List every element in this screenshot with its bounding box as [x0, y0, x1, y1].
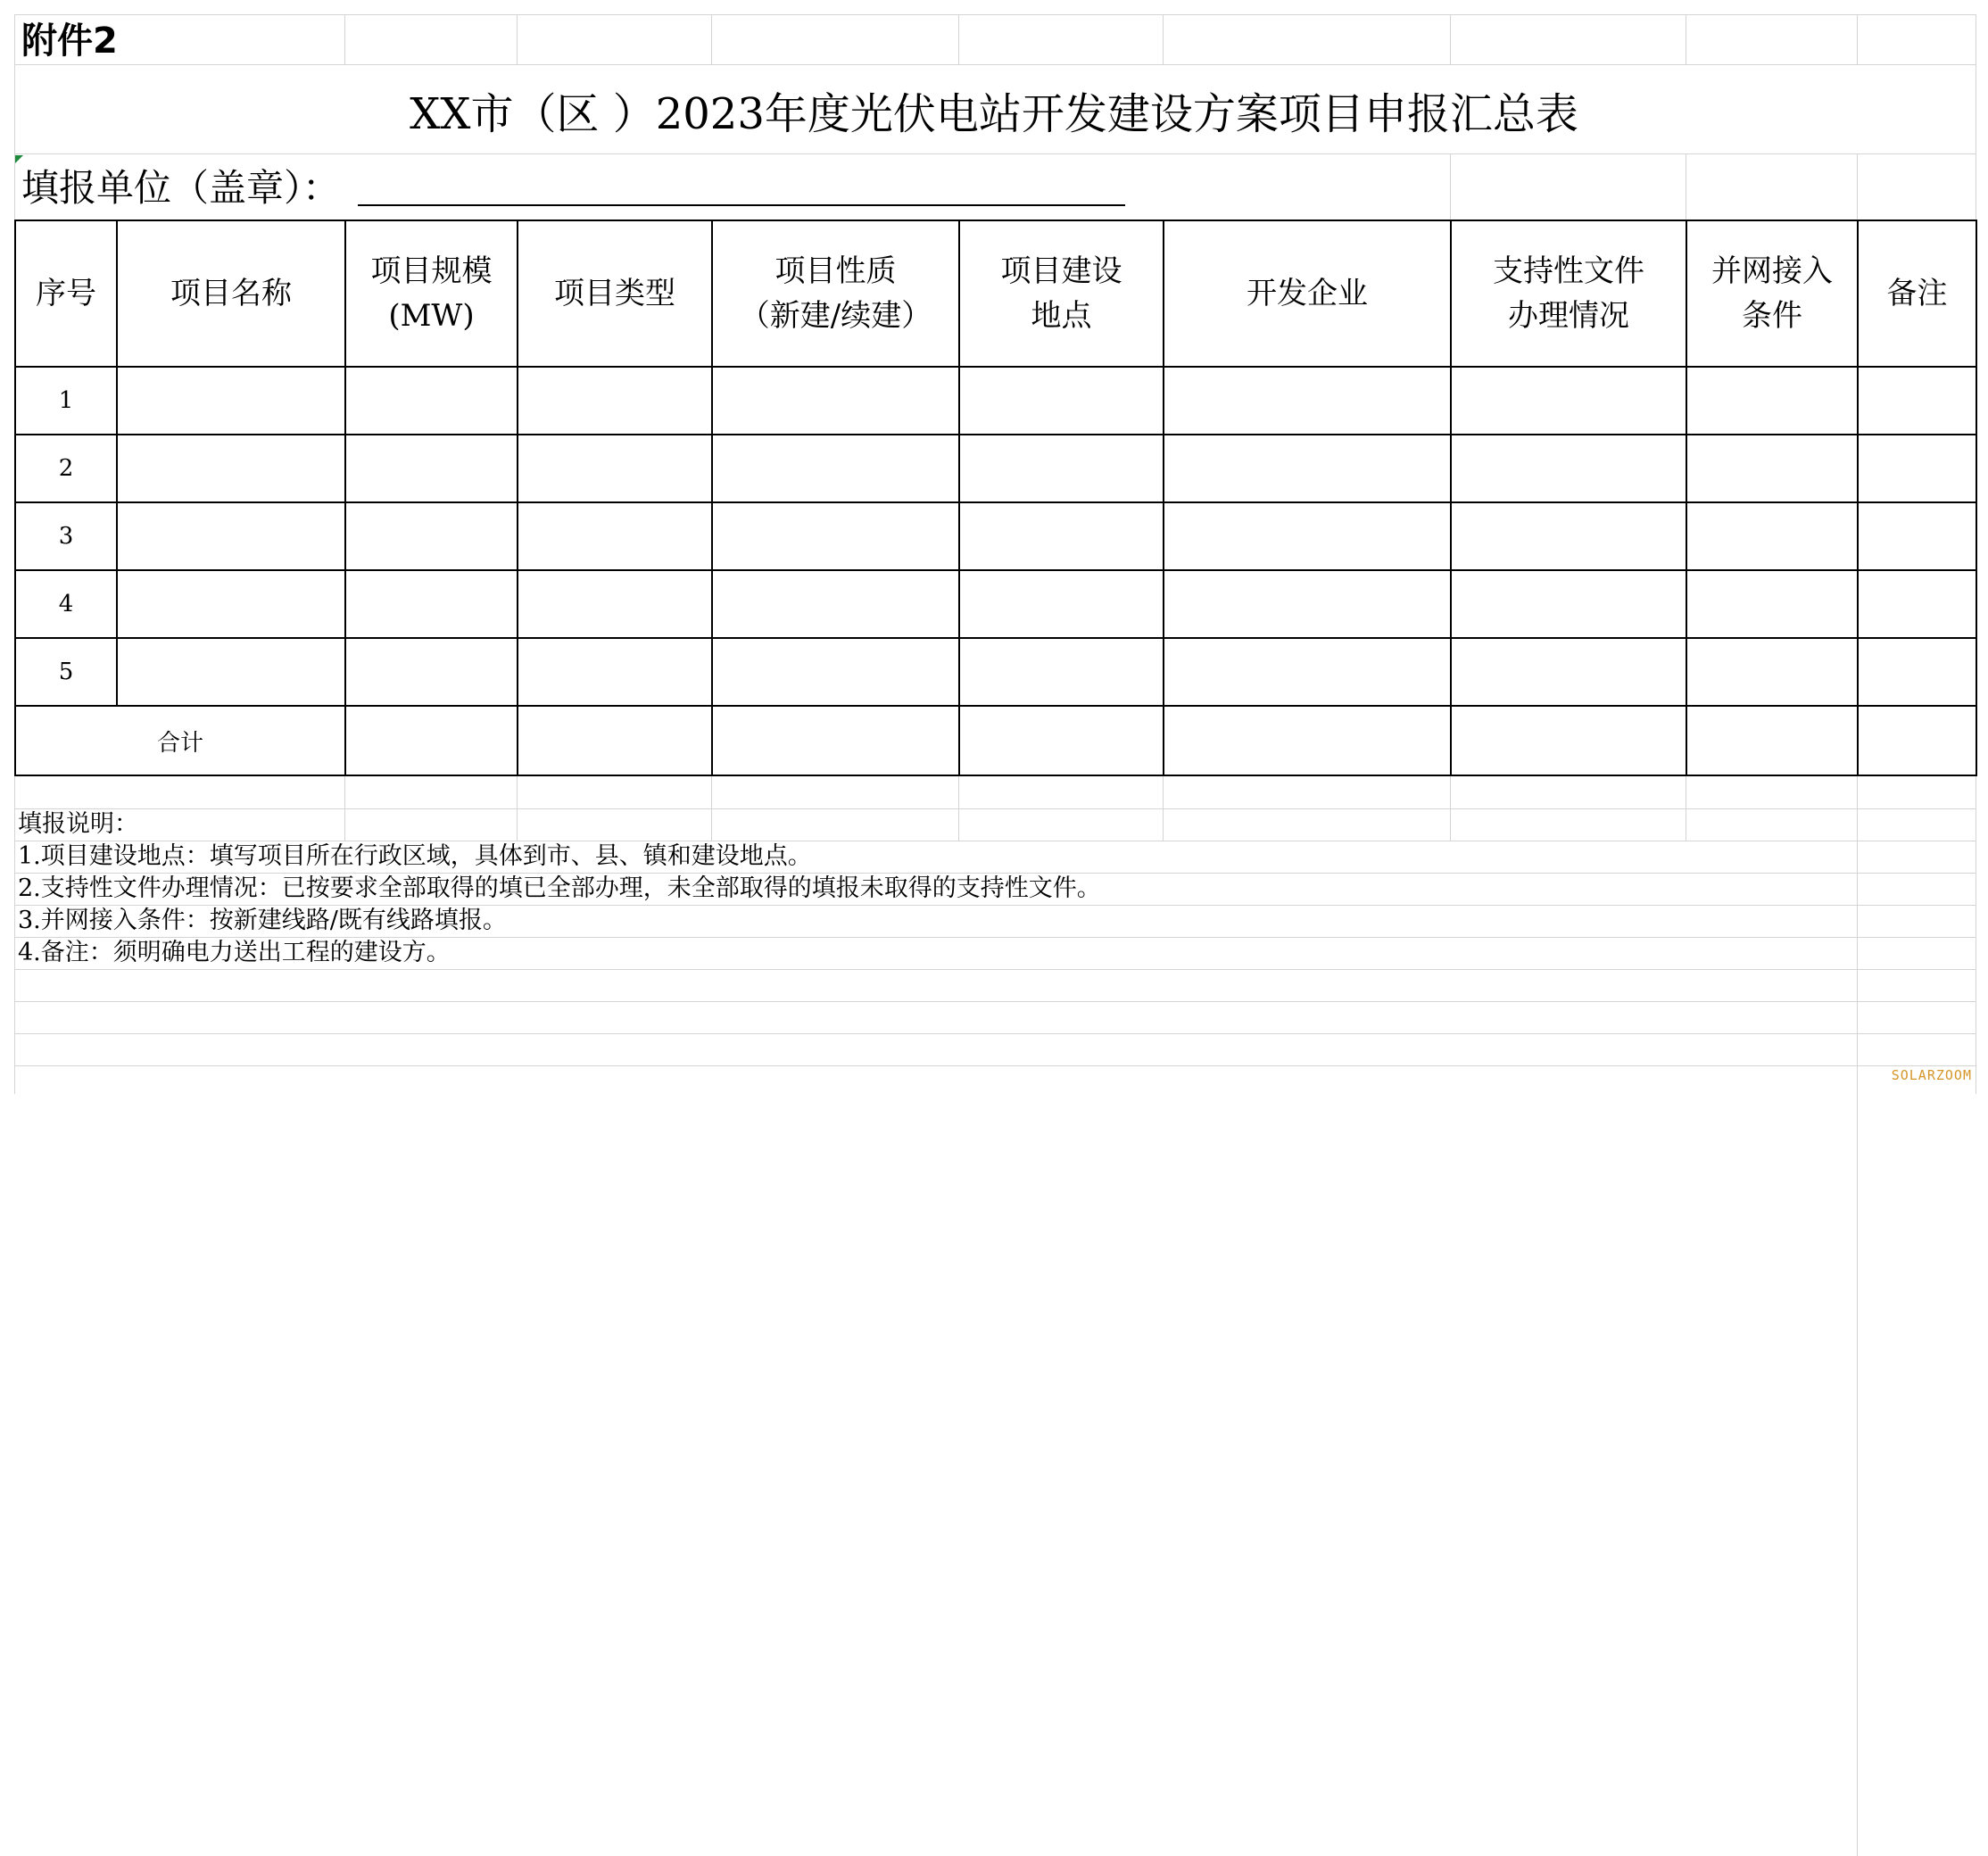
table-cell[interactable]: [959, 706, 1164, 775]
table-cell[interactable]: [1164, 706, 1451, 775]
row-number-cell[interactable]: 5: [15, 638, 117, 706]
table-cell[interactable]: [1686, 638, 1858, 706]
table-cell[interactable]: [518, 367, 712, 435]
table-cell[interactable]: [345, 502, 518, 570]
table-cell[interactable]: [959, 435, 1164, 502]
table-cell[interactable]: [1858, 638, 1976, 706]
column-header: 开发企业: [1164, 220, 1451, 367]
row-number-cell[interactable]: 3: [15, 502, 117, 570]
table-cell[interactable]: [1451, 367, 1686, 435]
fill-unit-underline[interactable]: [358, 204, 1125, 206]
column-header: 备注: [1858, 220, 1976, 367]
table-cell[interactable]: [117, 435, 345, 502]
table-cell[interactable]: [1858, 570, 1976, 638]
column-header: 项目规模 (MW): [345, 220, 518, 367]
table-cell[interactable]: [1686, 570, 1858, 638]
table-cell[interactable]: [345, 706, 518, 775]
header-row: [15, 220, 1976, 367]
table-row: [15, 435, 1976, 502]
table-cell[interactable]: [1451, 435, 1686, 502]
table-cell[interactable]: [712, 435, 959, 502]
table-cell[interactable]: [518, 706, 712, 775]
table-cell[interactable]: [1858, 435, 1976, 502]
table-cell[interactable]: [1451, 570, 1686, 638]
table-cell[interactable]: [117, 638, 345, 706]
table-cell[interactable]: [959, 570, 1164, 638]
watermark: SOLARZOOM: [1891, 1067, 1972, 1083]
table-cell[interactable]: [345, 367, 518, 435]
table-cell[interactable]: [712, 367, 959, 435]
summary-table: [14, 220, 1977, 776]
note-item: 3.并网接入条件：按新建线路/既有线路填报。: [18, 907, 507, 934]
table-row: [15, 367, 1976, 435]
total-label: 合计: [15, 706, 345, 775]
table-cell[interactable]: [1164, 570, 1451, 638]
table-cell[interactable]: [1858, 502, 1976, 570]
table-cell[interactable]: [712, 638, 959, 706]
table-cell[interactable]: [518, 435, 712, 502]
table-cell[interactable]: [518, 502, 712, 570]
column-header: 序号: [15, 220, 117, 367]
table-cell[interactable]: [1686, 502, 1858, 570]
note-item: 2.支持性文件办理情况：已按要求全部取得的填已全部办理，未全部取得的填报未取得的支持性文件。: [18, 874, 1101, 902]
table-cell[interactable]: [1451, 638, 1686, 706]
table-cell[interactable]: [345, 638, 518, 706]
table-row: [15, 502, 1976, 570]
table-cell[interactable]: [1858, 706, 1976, 775]
row-number-cell[interactable]: 4: [15, 570, 117, 638]
row-number-cell[interactable]: 1: [15, 367, 117, 435]
column-header: 项目类型: [518, 220, 712, 367]
table-cell[interactable]: [959, 367, 1164, 435]
table-cell[interactable]: [345, 435, 518, 502]
column-header: 项目性质 （新建/续建）: [712, 220, 959, 367]
table-cell[interactable]: [712, 706, 959, 775]
table-cell[interactable]: [1164, 435, 1451, 502]
total-row: [15, 706, 1976, 775]
table-cell[interactable]: [518, 638, 712, 706]
table-cell[interactable]: [1686, 706, 1858, 775]
column-header: 并网接入 条件: [1686, 220, 1858, 367]
table-cell[interactable]: [117, 570, 345, 638]
column-header: 支持性文件 办理情况: [1451, 220, 1686, 367]
table-row: [15, 570, 1976, 638]
table-cell[interactable]: [1686, 367, 1858, 435]
table-cell[interactable]: [1451, 706, 1686, 775]
table-cell[interactable]: [518, 570, 712, 638]
notes-section: [18, 808, 1101, 969]
page-title: XX市（区 ）2023年度光伏电站开发建设方案项目申报汇总表: [410, 89, 1578, 139]
table-cell[interactable]: [117, 367, 345, 435]
notes-heading: 填报说明：: [18, 810, 138, 838]
table-cell[interactable]: [1164, 638, 1451, 706]
column-header: 项目名称: [117, 220, 345, 367]
table-cell[interactable]: [1686, 435, 1858, 502]
table-cell[interactable]: [1164, 502, 1451, 570]
table-cell[interactable]: [1451, 502, 1686, 570]
column-header: 项目建设 地点: [959, 220, 1164, 367]
table-cell[interactable]: [959, 638, 1164, 706]
table-cell[interactable]: [712, 570, 959, 638]
fill-unit-label: 填报单位（盖章）：: [21, 166, 341, 210]
note-item: 4.备注：须明确电力送出工程的建设方。: [18, 939, 451, 966]
table-cell[interactable]: [712, 502, 959, 570]
note-item: 1.项目建设地点：填写项目所在行政区域，具体到市、县、镇和建设地点。: [18, 842, 812, 870]
table-cell[interactable]: [1858, 367, 1976, 435]
table-cell[interactable]: [345, 570, 518, 638]
table-cell[interactable]: [959, 502, 1164, 570]
table-row: [15, 638, 1976, 706]
table-cell[interactable]: [117, 502, 345, 570]
attachment-label: 附件2: [21, 21, 118, 62]
row-number-cell[interactable]: 2: [15, 435, 117, 502]
table-cell[interactable]: [1164, 367, 1451, 435]
